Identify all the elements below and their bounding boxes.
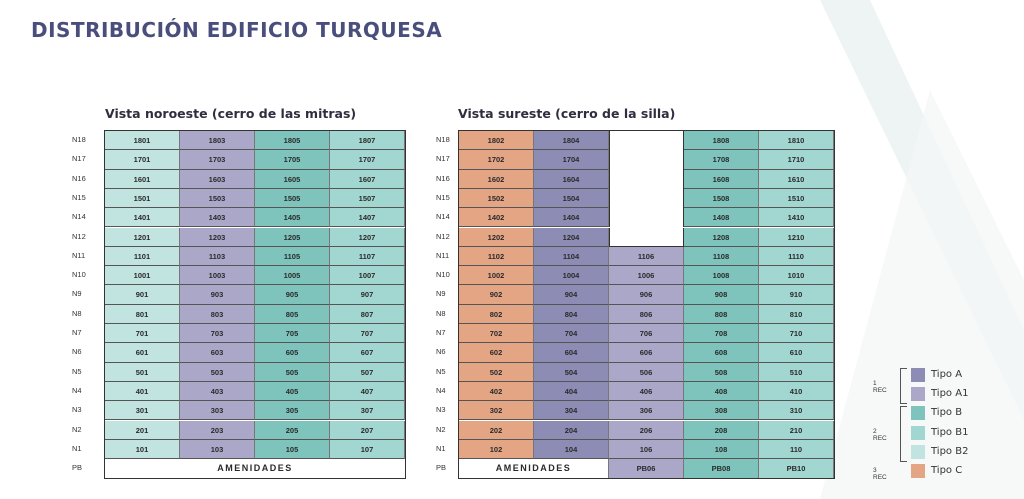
floor-label: N7 [72,328,82,337]
unit-cell: 1502 [459,189,534,208]
legend-label: Tipo A1 [931,388,969,400]
unit-cell: 101 [105,440,180,459]
unit-cell: 703 [180,324,255,343]
northwest-view-title: Vista noroeste (cerro de las mitras) [105,106,357,121]
legend-label: Tipo B2 [931,445,969,457]
floor-label: N4 [72,385,82,395]
unit-cell: 1703 [180,150,255,169]
unit-cell: 508 [684,363,759,382]
unit-cell: 1801 [105,131,180,150]
floor-label: N1 [72,443,82,453]
empty-cell [609,131,684,150]
unit-cell: 104 [534,440,609,459]
unit-cell: 905 [255,285,330,304]
floor-label: N10 [436,270,450,280]
unit-cell: 1203 [180,228,255,247]
floor-label: N12 [436,231,450,241]
unit-cell: 1205 [255,228,330,247]
unit-cell: 103 [180,440,255,459]
unit-cell: 202 [459,421,534,440]
unit-cell: 1008 [684,266,759,285]
unit-cell: 1610 [759,170,834,189]
unit-cell: 1608 [684,170,759,189]
unit-cell: 1603 [180,170,255,189]
unit-cell: 707 [330,324,405,343]
unit-cell: 510 [759,363,834,382]
unit-cell: 908 [684,285,759,304]
unit-cell: 907 [330,285,405,304]
unit-cell: 1407 [330,208,405,227]
unit-cell: 1802 [459,131,534,150]
unit-cell: 1403 [180,208,255,227]
unit-cell: 502 [459,363,534,382]
unit-cell: 901 [105,285,180,304]
unit-cell: 805 [255,305,330,324]
unit-cell: 102 [459,440,534,459]
legend-group-label: 2 REC [873,428,887,443]
unit-cell: 210 [759,421,834,440]
unit-cell: 404 [534,382,609,401]
unit-cell: 1201 [105,228,180,247]
amenities-cell: AMENIDADES [105,459,405,478]
unit-cell: 1808 [684,131,759,150]
unit-cell: 205 [255,421,330,440]
legend-swatch [911,387,925,401]
unit-cell: 806 [609,305,684,324]
unit-cell: 702 [459,324,534,343]
floor-label: N6 [72,347,82,357]
unit-cell: 1101 [105,247,180,266]
legend-group-label: 1 REC [873,380,887,395]
floor-label: N8 [72,308,82,318]
unit-cell: 1604 [534,170,609,189]
unit-cell: 1707 [330,150,405,169]
floor-label: N18 [72,135,86,144]
unit-cell: 604 [534,343,609,362]
unit-cell: 207 [330,421,405,440]
legend-item [911,385,1024,404]
unit-cell: 304 [534,401,609,420]
unit-cell: 807 [330,305,405,324]
unit-cell: 704 [534,324,609,343]
unit-cell: 403 [180,382,255,401]
unit-cell: 401 [105,382,180,401]
unit-cell: 1006 [609,266,684,285]
unit-cell: 303 [180,401,255,420]
floor-label: N17 [436,154,450,164]
unit-cell: 1702 [459,150,534,169]
unit-cell: 506 [609,363,684,382]
unit-cell: 108 [684,440,759,459]
legend-item [911,443,1024,462]
floor-label: N5 [436,366,446,376]
unit-cell: 1507 [330,189,405,208]
unit-cell: 406 [609,382,684,401]
unit-cell: PB08 [684,459,759,478]
unit-cell: 302 [459,401,534,420]
unit-cell: 1102 [459,247,534,266]
unit-cell: 1408 [684,208,759,227]
unit-cell: 710 [759,324,834,343]
unit-cell: 1210 [759,228,834,247]
unit-cell: 1402 [459,208,534,227]
unit-cell: 1601 [105,170,180,189]
unit-cell: 1602 [459,170,534,189]
floor-label: PB [436,463,447,473]
amenities-cell: AMENIDADES [459,459,609,478]
unit-cell: 1508 [684,189,759,208]
unit-cell: 206 [609,421,684,440]
floor-label: N12 [72,231,86,241]
unit-cell: 906 [609,285,684,304]
floor-label: N8 [436,308,446,318]
unit-cell: 405 [255,382,330,401]
unit-cell: 903 [180,285,255,304]
unit-cell: 107 [330,440,405,459]
floor-label: N3 [436,405,446,415]
unit-cell: 803 [180,305,255,324]
unit-cell: 110 [759,440,834,459]
unit-cell: 1003 [180,266,255,285]
legend-bracket [900,368,907,404]
unit-cell: 1704 [534,150,609,169]
unit-cell: 1805 [255,131,330,150]
unit-cell: 1510 [759,189,834,208]
unit-cell: 910 [759,285,834,304]
unit-cell: 1503 [180,189,255,208]
unit-cell: 1002 [459,266,534,285]
unit-cell: 1004 [534,266,609,285]
unit-cell: 308 [684,401,759,420]
unit-cell: 1007 [330,266,405,285]
unit-cell: 801 [105,305,180,324]
unit-cell: 1001 [105,266,180,285]
unit-cell: 407 [330,382,405,401]
unit-cell: 1404 [534,208,609,227]
floor-label: N2 [436,424,446,434]
unit-cell: 201 [105,421,180,440]
unit-cell: 1401 [105,208,180,227]
unit-cell: 305 [255,401,330,420]
floor-label: N16 [72,173,86,183]
unit-cell: 1504 [534,189,609,208]
legend-swatch [911,426,925,440]
unit-cell: PB06 [609,459,684,478]
legend-item [911,366,1024,385]
legend-label: Tipo A [931,369,963,380]
unit-cell: 507 [330,363,405,382]
floor-label: N5 [72,366,82,376]
floor-label: N9 [72,289,82,299]
unit-cell: 1208 [684,228,759,247]
unit-cell: 203 [180,421,255,440]
floor-label: N10 [72,270,86,280]
unit-cell: 705 [255,324,330,343]
legend-bracket [900,406,907,462]
empty-cell [609,189,684,208]
unit-cell: 1803 [180,131,255,150]
unit-cell: 606 [609,343,684,362]
unit-cell: 505 [255,363,330,382]
legend-item [911,424,1024,443]
unit-cell: 610 [759,343,834,362]
northwest-grid [104,130,406,479]
unit-cell: 1207 [330,228,405,247]
unit-cell: 501 [105,363,180,382]
legend-swatch [911,368,925,382]
legend-label: Tipo C [931,465,963,476]
unit-cell: 105 [255,440,330,459]
floor-label: N16 [436,173,450,183]
unit-cell: 804 [534,305,609,324]
unit-cell: 306 [609,401,684,420]
unit-cell: 1607 [330,170,405,189]
floor-label: N7 [436,328,446,337]
unit-cell: 1410 [759,208,834,227]
unit-cell: 204 [534,421,609,440]
unit-cell: 1505 [255,189,330,208]
unit-cell: 1010 [759,266,834,285]
unit-cell: 1810 [759,131,834,150]
southeast-view-title: Vista sureste (cerro de la silla) [458,106,676,121]
floor-label: N3 [72,405,82,415]
floor-label: N2 [72,424,82,434]
legend-label: Tipo B1 [931,426,969,438]
unit-cell: 310 [759,401,834,420]
floor-label: N11 [436,250,450,260]
unit-cell: 601 [105,343,180,362]
unit-cell: 301 [105,401,180,420]
unit-cell: 607 [330,343,405,362]
floor-label: N14 [436,212,450,222]
unit-cell: 1005 [255,266,330,285]
unit-cell: 208 [684,421,759,440]
unit-cell: 504 [534,363,609,382]
unit-cell: 608 [684,343,759,362]
legend-group-label: 3 REC [873,466,887,481]
floor-label: N1 [436,443,446,453]
unit-cell: 503 [180,363,255,382]
legend-item [911,404,1024,423]
legend-swatch [911,406,925,420]
floor-label: N15 [436,192,450,202]
unit-cell: 1405 [255,208,330,227]
unit-cell: 408 [684,382,759,401]
unit-cell: 802 [459,305,534,324]
page-title: DISTRIBUCIÓN EDIFICIO TURQUESA [31,18,443,42]
unit-cell: 1105 [255,247,330,266]
unit-cell: 808 [684,305,759,324]
unit-cell: 1104 [534,247,609,266]
unit-cell: 706 [609,324,684,343]
unit-cell: 1108 [684,247,759,266]
unit-cell: PB10 [759,459,834,478]
legend-swatch [911,445,925,459]
unit-cell: 1710 [759,150,834,169]
unit-cell: 1107 [330,247,405,266]
unit-cell: 1106 [609,247,684,266]
empty-cell [609,170,684,189]
floor-label: N17 [72,154,86,164]
unit-cell: 701 [105,324,180,343]
unit-cell: 708 [684,324,759,343]
legend-swatch [911,464,925,478]
legend-label: Tipo B [931,407,963,419]
legend-item [911,462,1024,481]
unit-cell: 1605 [255,170,330,189]
unit-cell: 904 [534,285,609,304]
unit-cell: 1103 [180,247,255,266]
unit-cell: 810 [759,305,834,324]
floor-label: N11 [72,250,86,260]
floor-label: N15 [72,192,86,202]
unit-cell: 1807 [330,131,405,150]
floor-label: N18 [436,135,450,144]
unit-cell: 1701 [105,150,180,169]
unit-cell: 1204 [534,228,609,247]
unit-cell: 902 [459,285,534,304]
empty-cell [609,228,684,247]
unit-cell: 410 [759,382,834,401]
unit-cell: 402 [459,382,534,401]
unit-cell: 307 [330,401,405,420]
floor-label: N14 [72,212,86,222]
southeast-grid [458,130,835,479]
unit-cell: 106 [609,440,684,459]
floor-label: N4 [436,385,446,395]
unit-cell: 605 [255,343,330,362]
unit-cell: 603 [180,343,255,362]
unit-cell: 1110 [759,247,834,266]
empty-cell [609,150,684,169]
unit-cell: 1202 [459,228,534,247]
unit-cell: 1501 [105,189,180,208]
floor-label: PB [72,463,83,473]
unit-cell: 1708 [684,150,759,169]
empty-cell [609,208,684,227]
unit-cell: 1804 [534,131,609,150]
floor-label: N6 [436,347,446,357]
unit-cell: 1705 [255,150,330,169]
floor-label: N9 [436,289,446,299]
unit-cell: 602 [459,343,534,362]
